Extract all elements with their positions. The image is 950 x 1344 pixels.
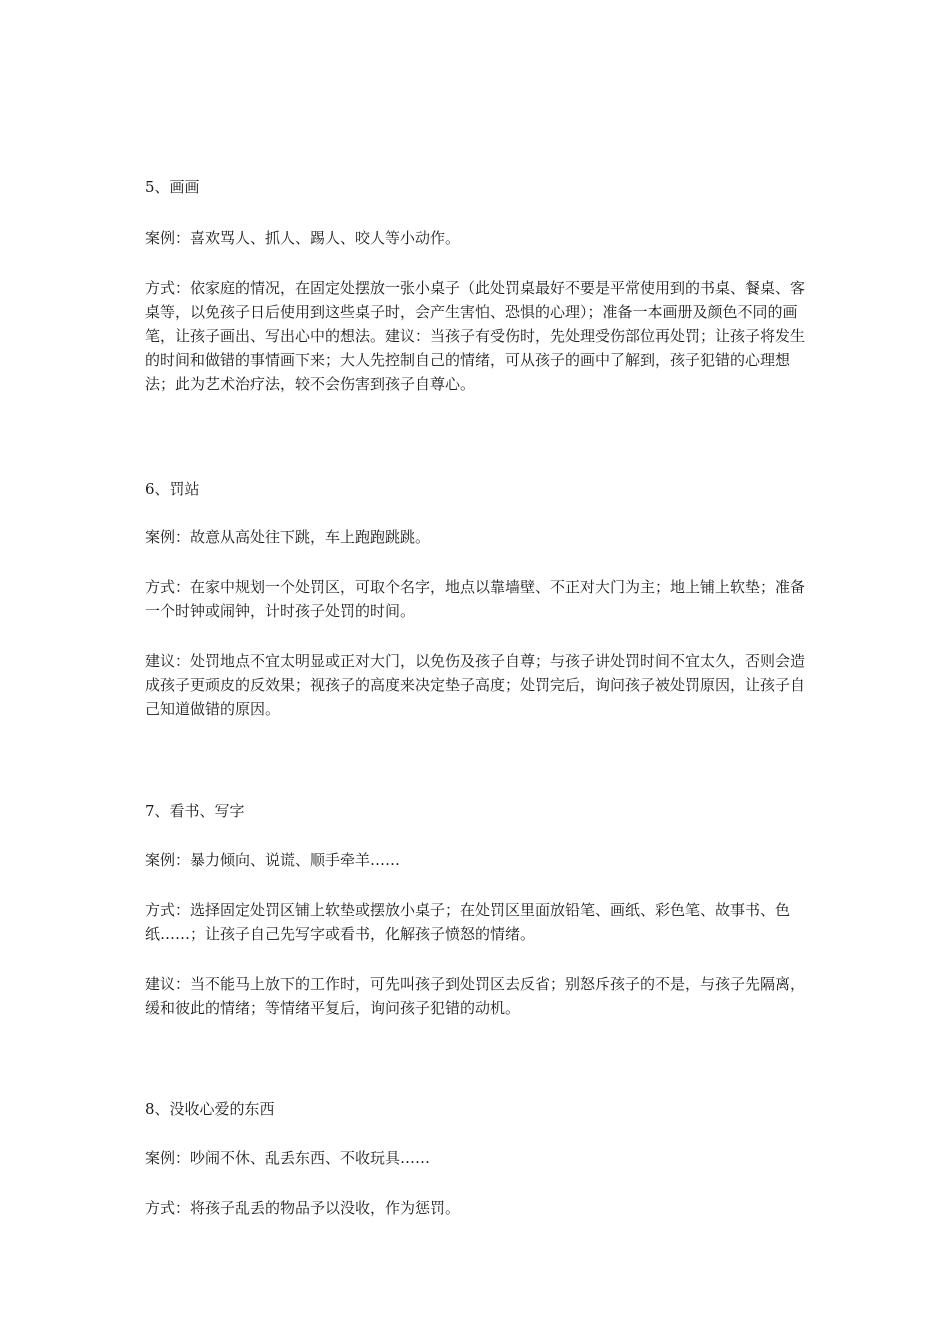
section-5-heading: 5、画画 [145,178,200,196]
section-7-advice: 建议：当不能马上放下的工作时，可先叫孩子到处罚区去反省；别怒斥孩子的不是，与孩子先隔离，缓和彼此的情绪；等情绪平复后，询问孩子犯错的动机。 [145,975,806,1017]
section-6-heading: 6、罚站 [145,480,200,498]
section-5-method: 方式：依家庭的情况，在固定处摆放一张小桌子（此处罚桌最好不要是平常使用到的书桌、餐桌、客桌等，以免孩子日后使用到这些桌子时，会产生害怕、恐惧的心理）；准备一本画册及颜色不同的画笔，让孩子画出、写出心中的想法。建议：当孩子有受伤时，先处理受伤部位再处罚；让孩子将发生的时间和做错的事情画下来；大人先控制自己的情绪，可从孩子的画中了解到，孩子犯错的心理想法；此为艺术治疗法，较不会伤害到孩子自尊心。 [145,279,806,393]
section-8-heading: 8、没收心爱的东西 [145,1100,275,1118]
section-6-advice: 建议：处罚地点不宜太明显或正对大门，以免伤及孩子自尊；与孩子讲处罚时间不宜太久，否则会造成孩子更顽皮的反效果；视孩子的高度来决定垫子高度；处罚完后，询问孩子被处罚原因，让孩子自己知道做错的原因。 [145,652,806,718]
section-7-heading: 7、看书、写字 [145,802,245,820]
section-5-case: 案例：喜欢骂人、抓人、踢人、咬人等小动作。 [145,229,461,247]
section-7-case: 案例：暴力倾向、说谎、顺手牵羊…… [145,851,401,869]
section-7-method: 方式：选择固定处罚区铺上软垫或摆放小桌子；在处罚区里面放铅笔、画纸、彩色笔、故事书、色纸……；让孩子自己先写字或看书，化解孩子愤怒的情绪。 [145,901,791,943]
section-8-case: 案例：吵闹不休、乱丢东西、不收玩具…… [145,1149,431,1167]
section-8-method: 方式：将孩子乱丢的物品予以没收，作为惩罚。 [145,1199,461,1217]
section-6-case: 案例：故意从高处往下跳，车上跑跑跳跳。 [145,528,431,546]
section-6-method: 方式：在家中规划一个处罚区，可取个名字，地点以靠墙壁、不正对大门为主；地上铺上软垫；准备一个时钟或闹钟，计时孩子处罚的时间。 [145,578,806,620]
